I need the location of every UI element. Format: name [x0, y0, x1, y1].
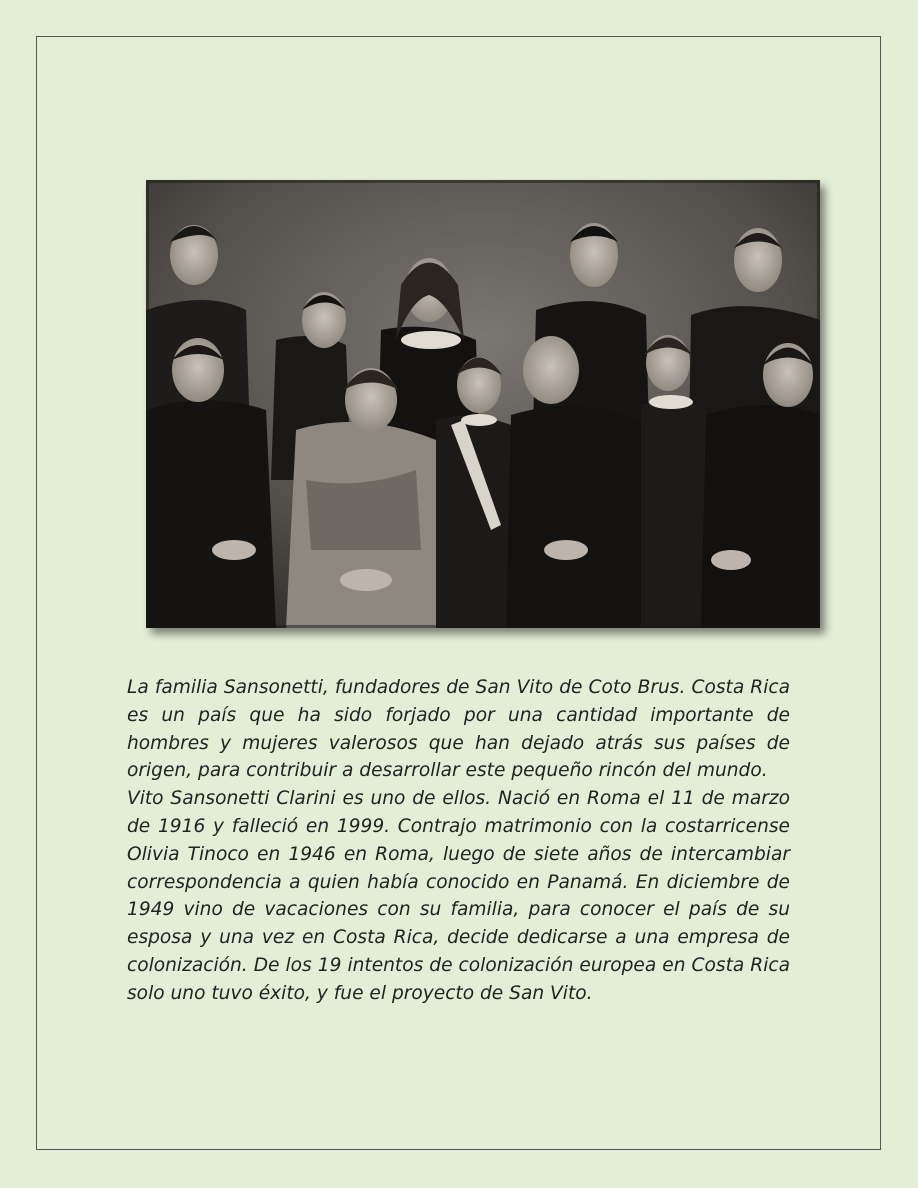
caption-text — [127, 674, 790, 1008]
family-portrait-photo — [146, 180, 820, 628]
caption-paragraph-2: Vito Sansonetti Clarini es uno de ellos. Nació en Roma el 11 de marzo de 1916 y falleció en 1999. Contrajo matrimonio con la costarricense Olivia Tinoco en 1946 en Roma, luego de siete años de intercambiar correspondencia a quien había conocido en Panamá. En diciembre de 1949 vino de vacaciones con su familia, para conocer el país de su esposa y una vez en Costa Rica, decide dedicarse a una empresa de colonización. De los 19 intentos de colonización europea en Costa Rica solo uno tuvo éxito, y fue el proyecto de San Vito. — [127, 788, 790, 1004]
caption-paragraph-1: La familia Sansonetti, fundadores de San Vito de Coto Brus. Costa Rica es un país que ha sido forjado por una cantidad importante de hombres y mujeres valerosos que han dejado atrás sus países de origen, para contribuir a desarrollar este pequeño rincón del mundo. — [127, 677, 790, 782]
